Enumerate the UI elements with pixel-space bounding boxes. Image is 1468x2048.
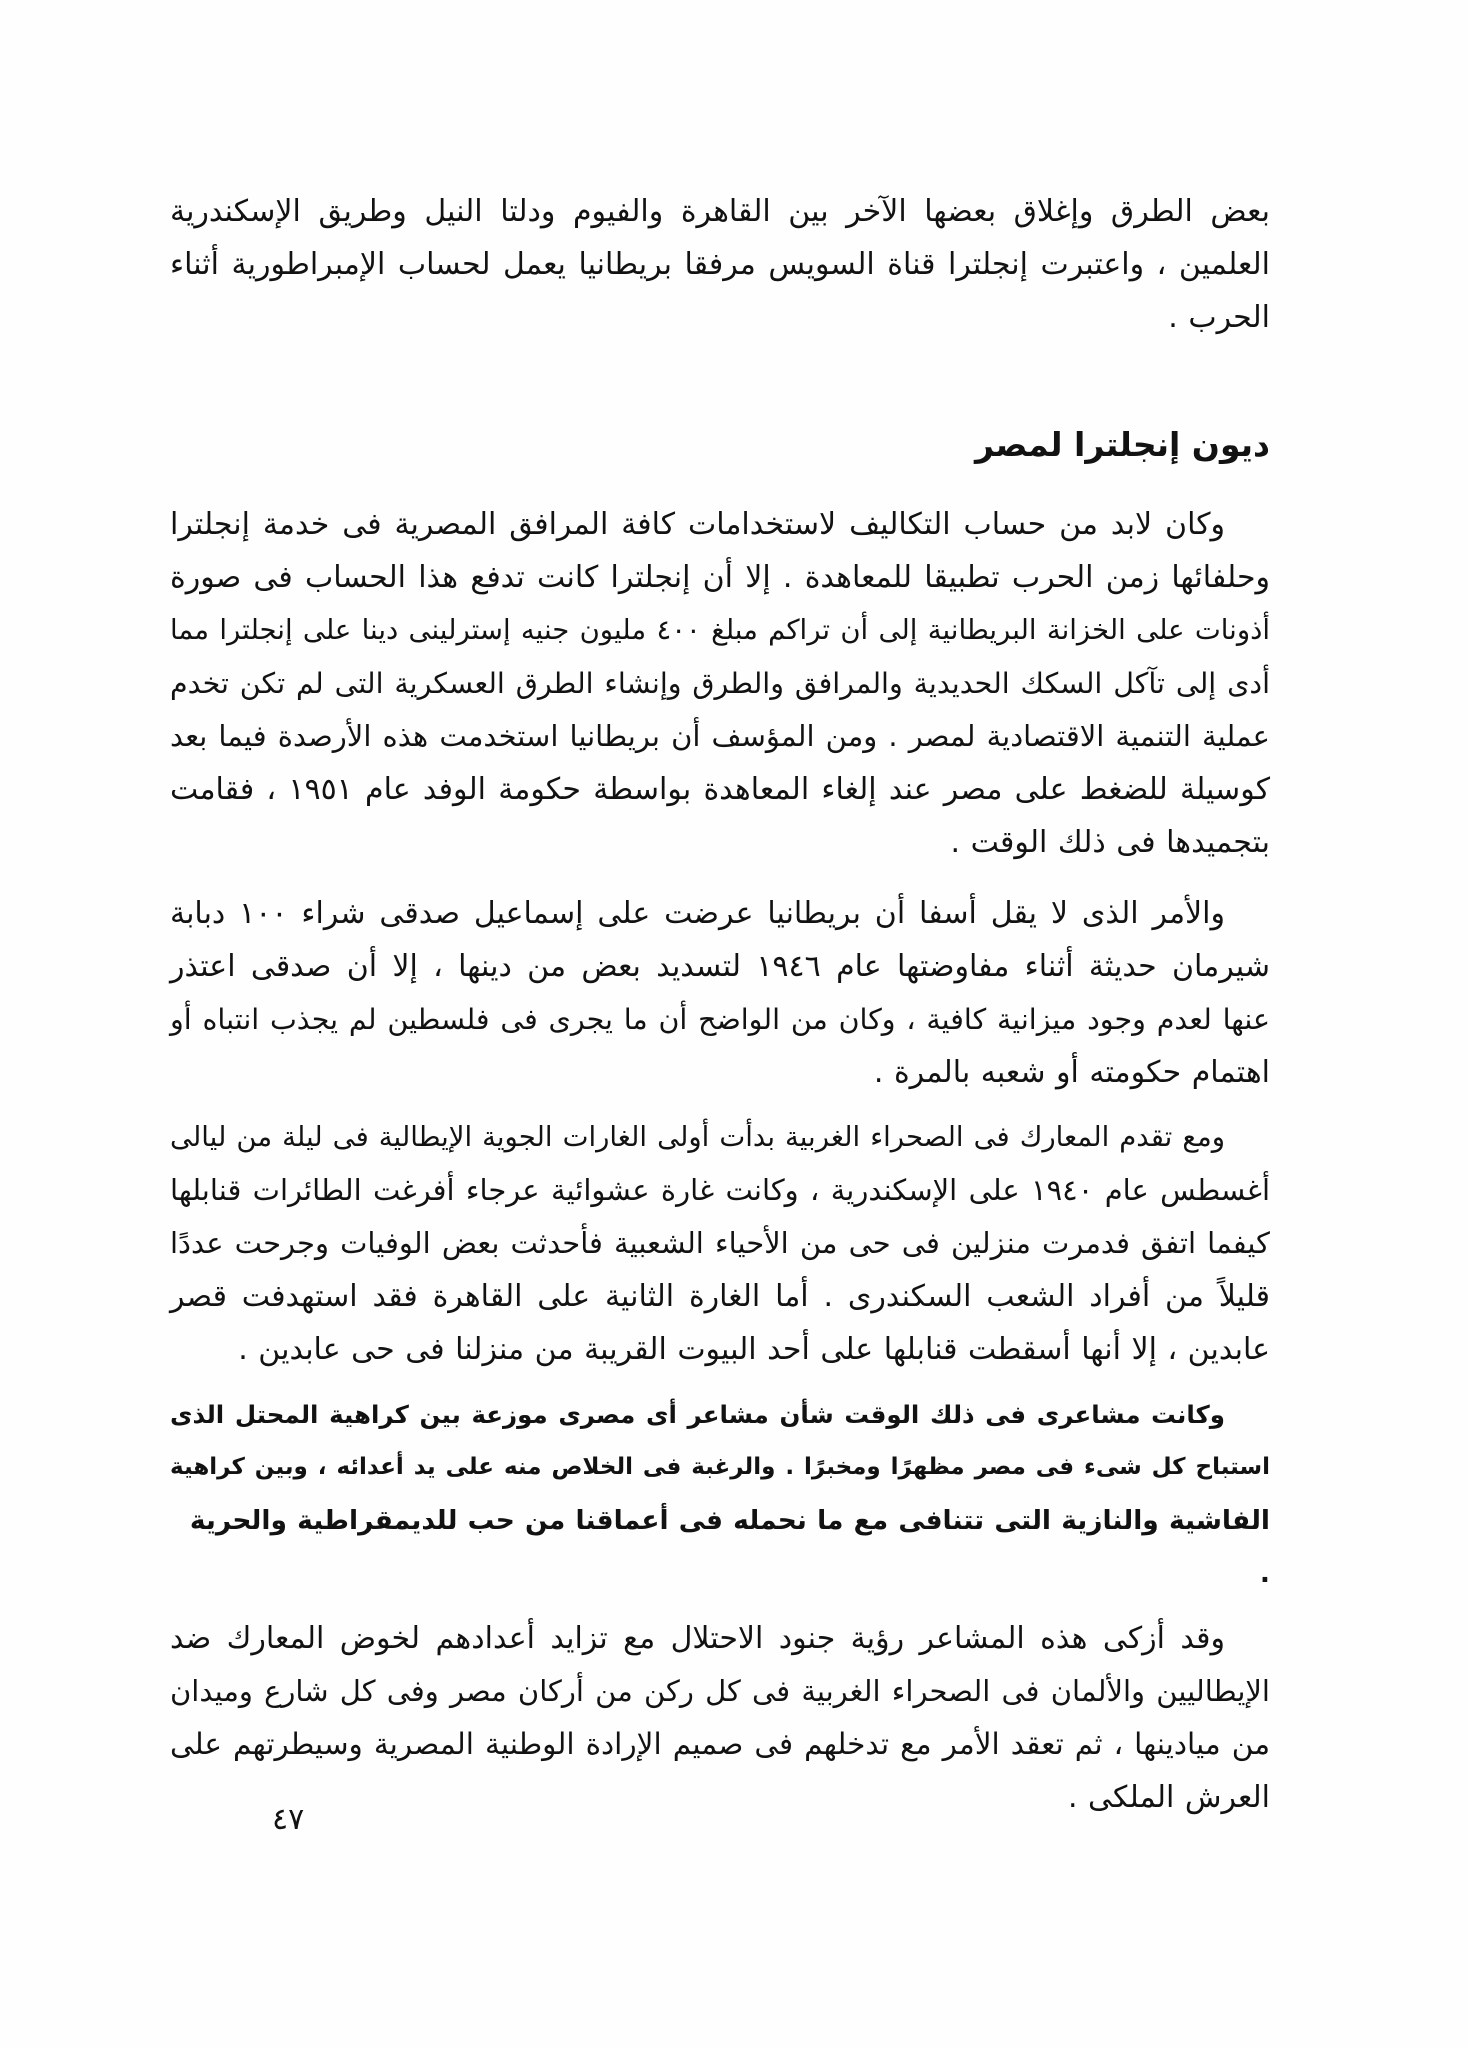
paragraph [170, 498, 1270, 869]
text-line: عنها لعدم وجود ميزانية كافية ، وكان من الواضح أن ما يجرى فى فلسطين لم يجذب انتباه أو [170, 1003, 1270, 1036]
text-line: وكان لابد من حساب التكاليف لاستخدامات كافة المرافق المصرية فى خدمة إنجلترا [170, 507, 1225, 542]
paragraph [170, 887, 1270, 1099]
text-line: وقد أزكى هذه المشاعر رؤية جنود الاحتلال مع تزايد أعدادهم لخوض المعارك ضد [170, 1621, 1225, 1656]
text-line: وكانت مشاعرى فى ذلك الوقت شأن مشاعر أى مصرى موزعة بين كراهية المحتل الذى [170, 1400, 1225, 1429]
text-line: الفاشية والنازية التى تتنافى مع ما نحمله فى أعماقنا من حب للديمقراطية والحرية . [189, 1505, 1270, 1589]
text-line: والأمر الذى لا يقل أسفا أن بريطانيا عرضت على إسماعيل صدقى شراء ١٠٠ دبابة [170, 896, 1225, 931]
text-line: العلمين ، واعتبرت إنجلترا قناة السويس مرفقا بريطانيا يعمل لحساب الإمبراطورية أثناء [170, 247, 1270, 282]
text-line: أغسطس عام ١٩٤٠ على الإسكندرية ، وكانت غارة عشوائية عرجاء أفرغت الطائرات قنابلها [170, 1173, 1271, 1207]
text-line: أدى إلى تآكل السكك الحديدية والمرافق والطرق وإنشاء الطرق العسكرية التى لم تكن تخدم [170, 667, 1270, 700]
page-number: ٤٧ [272, 1802, 305, 1837]
text-line: ومع تقدم المعارك فى الصحراء الغربية بدأت أولى الغارات الجوية الإيطالية فى ليلة من ليالى [170, 1121, 1225, 1153]
text-line: الإيطاليين والألمان فى الصحراء الغربية فى كل ركن من أركان مصر وفى كل شارع وميدان [170, 1674, 1270, 1708]
text-line: اهتمام حكومته أو شعبه بالمرة . [873, 1055, 1270, 1090]
text-line: وحلفائها زمن الحرب تطبيقا للمعاهدة . إلا أن إنجلترا كانت تدفع هذا الحساب فى صورة [170, 560, 1270, 595]
text-line: كوسيلة للضغط على مصر عند إلغاء المعاهدة بواسطة حكومة الوفد عام ١٩٥١ ، فقامت [170, 772, 1270, 807]
text-line: بعض الطرق وإغلاق بعضها الآخر بين القاهرة والفيوم ودلتا النيل وطريق الإسكندرية [170, 194, 1270, 229]
text-line: استباح كل شىء فى مصر مظهرًا ومخبرًا . والرغبة فى الخلاص منه على يد أعدائه ، وبين كراهية [170, 1454, 1270, 1480]
text-line: بتجميدها فى ذلك الوقت . [950, 825, 1270, 860]
text-line: عابدين ، إلا أنها أسقطت قنابلها على أحد البيوت القريبة من منزلنا فى حى عابدين . [238, 1332, 1270, 1367]
text-line: العرش الملكى . [1067, 1780, 1270, 1815]
text-line: قليلاً من أفراد الشعب السكندرى . أما الغارة الثانية على القاهرة فقد استهدفت قصر [170, 1279, 1270, 1314]
text-line: كيفما اتفق فدمرت منزلين فى حى من الأحياء الشعبية فأحدثت بعض الوفيات وجرحت عددًا [170, 1226, 1270, 1260]
text-block [170, 185, 1270, 1824]
text-line: شيرمان حديثة أثناء مفاوضتها عام ١٩٤٦ لتسديد بعض من دينها ، إلا أن صدقى اعتذر [170, 949, 1270, 984]
paragraph [170, 1612, 1270, 1824]
paragraph [170, 1111, 1270, 1376]
paragraph-continuation [170, 185, 1270, 344]
text-line: من ميادينها ، ثم تعقد الأمر مع تدخلهم فى صميم الإرادة الوطنية المصرية وسيطرتهم على [170, 1727, 1270, 1761]
paragraph-emphasized [170, 1388, 1270, 1600]
text-line: أذونات على الخزانة البريطانية إلى أن تراكم مبلغ ٤٠٠ مليون جنيه إسترلينى دينا على إنجلترا مما [170, 614, 1270, 646]
section-heading: ديون إنجلترا لمصر [975, 425, 1270, 464]
text-line: الحرب . [1168, 300, 1270, 335]
text-line: عملية التنمية الاقتصادية لمصر . ومن المؤسف أن بريطانيا استخدمت هذه الأرصدة فيما بعد [170, 719, 1270, 753]
